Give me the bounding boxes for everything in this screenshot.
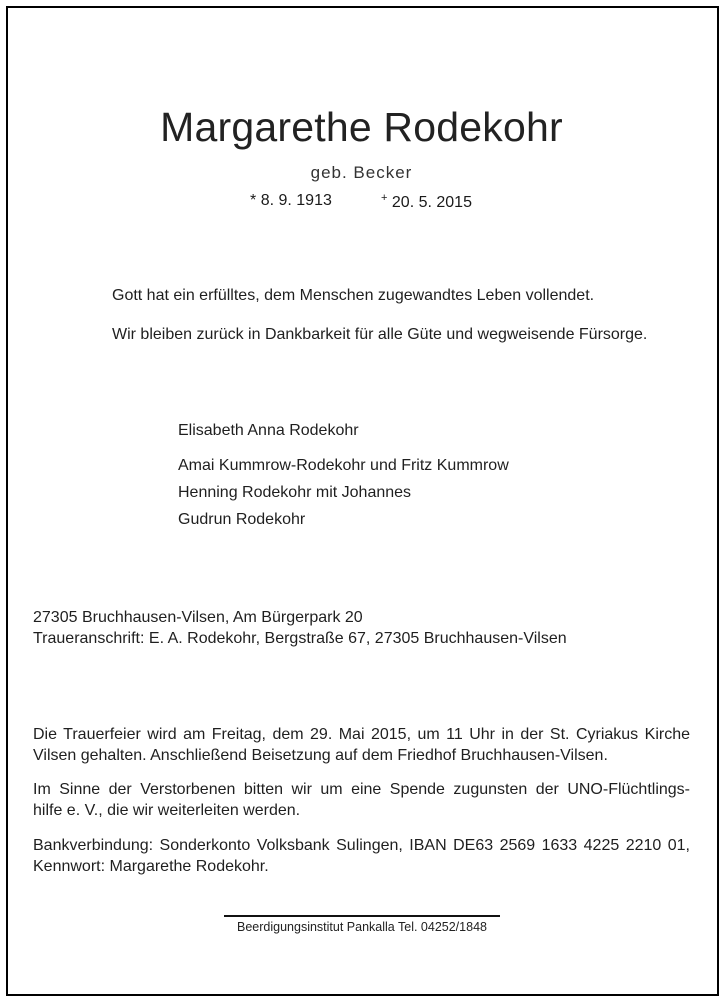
bank-details-line-2: Kennwort: Margarethe Rodekohr. (33, 858, 269, 875)
donation-notice-line-2: hilfe e. V., die wir weiterleiten werden. (33, 802, 301, 819)
undertaker-credit: Beerdigungsinstitut Pankalla Tel. 04252/1848 (237, 920, 487, 934)
motto-line-2: Wir bleiben zurück in Dankbarkeit für alle Güte und wegweisende Fürsorge. (112, 326, 648, 343)
birth-date: 8. 9. 1913 (260, 192, 332, 209)
funeral-notice-line-1: Die Trauerfeier wird am Freitag, dem 29. Mai 2015, um 11 Uhr in der St. Cyriakus Kirche (33, 726, 690, 743)
donation-notice-line-1: Im Sinne der Verstorbenen bitten wir um eine Spende zugunsten der UNO-Flüchtlings- (33, 781, 690, 798)
residence-address: 27305 Bruchhausen-Vilsen, Am Bürgerpark 20 (33, 609, 363, 626)
birth-symbol: * (250, 192, 257, 209)
mourning-address: Traueranschrift: E. A. Rodekohr, Bergstraße 67, 27305 Bruchhausen-Vilsen (33, 630, 567, 647)
mourner-name: Amai Kummrow-Rodekohr und Fritz Kummrow (178, 457, 509, 474)
death-symbol: + (381, 192, 388, 204)
maiden-name: geb. Becker (310, 163, 413, 182)
bank-details-line-1: Bankverbindung: Sonderkonto Volksbank Sulingen, IBAN DE63 2569 1633 4225 2210 01, (33, 837, 690, 854)
death-date-line (381, 192, 472, 212)
birth-date-line (250, 192, 332, 210)
motto-line-1: Gott hat ein erfülltes, dem Menschen zugewandtes Leben vollendet. (112, 287, 595, 304)
deceased-name: Margarethe Rodekohr (160, 104, 563, 150)
mourner-name: Henning Rodekohr mit Johannes (178, 484, 412, 501)
mourner-name: Elisabeth Anna Rodekohr (178, 422, 359, 439)
death-date: 20. 5. 2015 (391, 194, 472, 211)
funeral-notice-line-2: Vilsen gehalten. Anschließend Beisetzung auf dem Friedhof Bruchhausen-Vilsen. (33, 747, 608, 764)
footer-divider (224, 915, 500, 917)
mourner-name: Gudrun Rodekohr (178, 511, 306, 528)
